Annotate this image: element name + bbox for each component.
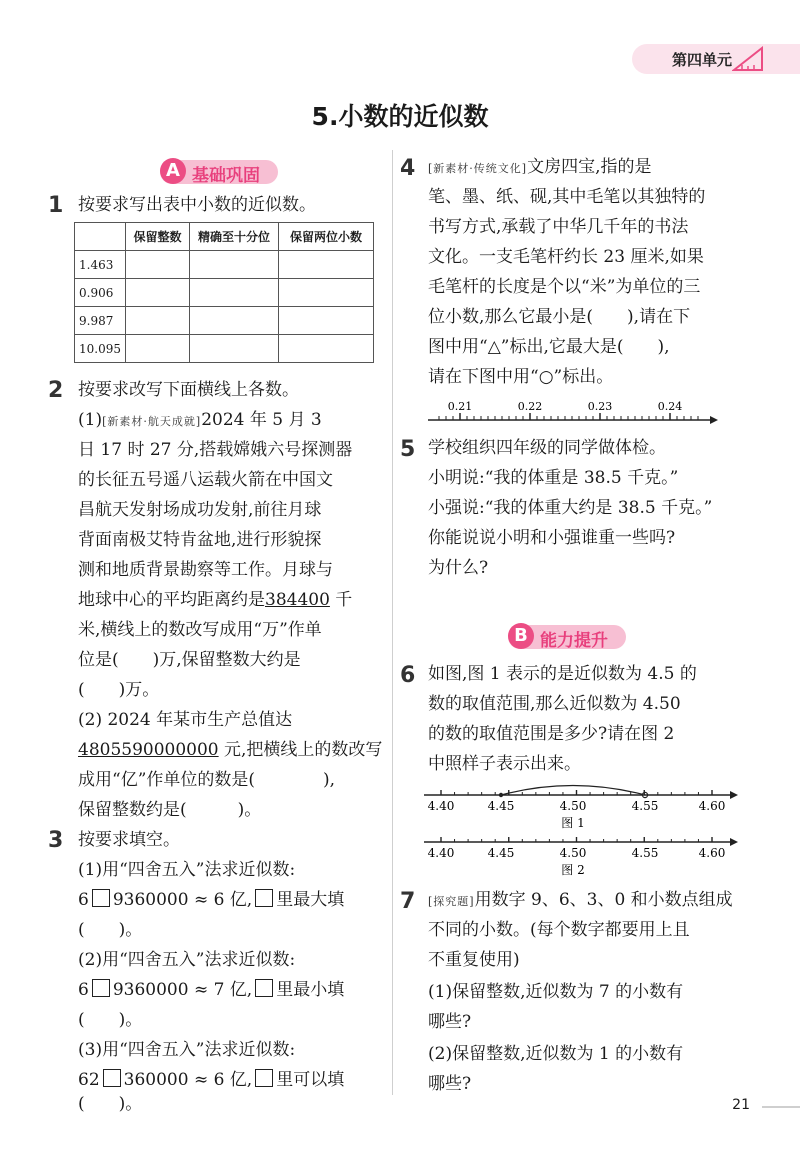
answer-cell[interactable] [126, 335, 190, 363]
q4-tag: [新素材·传统文化] [428, 162, 528, 175]
axis-label: 4.55 [631, 799, 659, 813]
q2-p2-line2b: 元,把横线上的数改写 [218, 740, 383, 760]
axis-label: 4.45 [487, 846, 515, 860]
q3-s3-pre: 62 [78, 1070, 100, 1090]
table-row [75, 279, 374, 307]
q3-s2-line3: ( )。 [78, 1010, 143, 1030]
q4-line3: 书写方式,承载了中华几千年的书法 [428, 217, 689, 237]
q3-s1-line3: ( )。 [78, 920, 143, 940]
q2-p2-line1: (2) 2024 年某市生产总值达 [78, 710, 293, 730]
q3-intro: 按要求填空。 [78, 830, 180, 850]
axis-label: 4.60 [698, 846, 726, 860]
q1-text: 按要求写出表中小数的近似数。 [78, 195, 316, 215]
blank-box[interactable] [92, 889, 110, 907]
q4-line4: 文化。一支毛笔杆约长 23 厘米,如果 [428, 247, 704, 267]
q6-number-lines [420, 780, 740, 880]
table-row [75, 251, 374, 279]
q4-line1-text: 文房四宝,指的是 [527, 157, 652, 177]
q4-line2: 笔、墨、纸、砚,其中毛笔以其独特的 [428, 187, 706, 207]
q2-p1-line4: 昌航天发射场成功发射,前往月球 [78, 500, 322, 520]
box-symbol [255, 889, 273, 907]
section-b-badge [508, 625, 626, 649]
table-row [75, 307, 374, 335]
column-divider [392, 150, 393, 1095]
axis-label: 4.40 [427, 846, 455, 860]
answer-cell[interactable] [279, 307, 374, 335]
q4-number-line [420, 394, 720, 434]
q5-line1: 学校组织四年级的同学做体检。 [428, 438, 666, 458]
q2-p2-line2 [78, 735, 382, 765]
q3-s2-line2 [78, 975, 344, 1005]
answer-cell[interactable] [126, 307, 190, 335]
answer-cell[interactable] [190, 307, 279, 335]
q2-p1-tag: [新素材·航天成就] [102, 415, 202, 428]
q3-s1-line1: (1)用“四舍五入”法求近似数: [78, 860, 296, 880]
axis-label: 0.23 [587, 400, 613, 413]
blank-box[interactable] [103, 1069, 121, 1087]
q6-line2: 数的取值范围,那么近似数为 4.50 [428, 694, 681, 714]
table-cell: 9.987 [75, 307, 126, 335]
q3-s3-end: 里可以填 [276, 1070, 345, 1090]
tick-group [441, 790, 712, 795]
q2-p1-label: (1) [78, 410, 103, 430]
q7-number: 7 [400, 889, 416, 914]
axis-label: 4.60 [698, 799, 726, 813]
q3-s2-end: 里最小填 [276, 980, 345, 1000]
q3-number: 3 [48, 828, 64, 853]
q3-s3-post: 360000 ≈ 6 亿, [123, 1070, 253, 1090]
q2-p1-line2: 日 17 时 27 分,搭载嫦娥六号探测器 [78, 440, 353, 460]
table-cell: 10.095 [75, 335, 126, 363]
axis-label: 0.21 [447, 400, 473, 413]
q2-p1-line8: 米,横线上的数改写成用“万”作单 [78, 620, 322, 640]
table-cell: 1.463 [75, 251, 126, 279]
section-b-letter: B [508, 623, 534, 649]
q5-number: 5 [400, 437, 416, 462]
box-symbol [255, 979, 273, 997]
tick-group [441, 837, 712, 842]
q3-s1-post: 9360000 ≈ 6 亿, [112, 890, 253, 910]
table-cell: 0.906 [75, 279, 126, 307]
section-a-label: 基础巩固 [192, 166, 260, 186]
axis-label: 0.22 [517, 400, 543, 413]
q2-intro: 按要求改写下面横线上各数。 [78, 380, 299, 400]
q7-line6: (2)保留整数,近似数为 1 的小数有 [428, 1044, 684, 1064]
page-number: 21 [732, 1097, 750, 1113]
q2-p1-line1 [78, 405, 322, 437]
table-row [75, 335, 374, 363]
answer-cell[interactable] [279, 335, 374, 363]
q2-p1-line6: 测和地质背景勘察等工作。月球与 [78, 560, 333, 580]
q3-s3-line1: (3)用“四舍五入”法求近似数: [78, 1040, 296, 1060]
page-number-rule [762, 1106, 800, 1108]
q2-p2-number: 4805590000000 [78, 740, 219, 760]
axis-label: 0.24 [657, 400, 683, 413]
q2-p1-line7b: 千 [329, 590, 353, 610]
section-a-badge [160, 160, 278, 184]
arrow-icon [730, 838, 738, 846]
q7-line4: (1)保留整数,近似数为 7 的小数有 [428, 982, 684, 1002]
arrow-icon [710, 416, 718, 424]
q3-s2-line1: (2)用“四舍五入”法求近似数: [78, 950, 296, 970]
axis-label: 4.50 [559, 846, 587, 860]
q2-p1-line7 [78, 585, 352, 615]
q1-table [74, 222, 374, 363]
q4-line5: 毛笔杆的长度是个以“米”为单位的三 [428, 277, 701, 297]
q7-tag: [探究题] [428, 895, 475, 908]
axis-label: 4.45 [487, 799, 515, 813]
q7-line1-text: 用数字 9、6、3、0 和小数点组成 [474, 890, 733, 910]
answer-cell[interactable] [190, 335, 279, 363]
q2-p1-number: 384400 [265, 590, 330, 610]
blank-box[interactable] [92, 979, 110, 997]
table-header-row [75, 223, 374, 251]
q4-line1 [428, 152, 652, 184]
answer-cell[interactable] [126, 251, 190, 279]
axis-label: 4.50 [559, 799, 587, 813]
q3-s3-line3: ( )。 [78, 1094, 143, 1114]
box-symbol [255, 1069, 273, 1087]
q2-p1-text: 2024 年 5 月 3 [201, 410, 322, 430]
table-header-cell [75, 223, 126, 251]
q7-line3: 不重复使用) [428, 950, 520, 970]
axis-label: 4.55 [631, 846, 659, 860]
axis-label: 4.40 [427, 799, 455, 813]
arrow-icon [730, 791, 738, 799]
q7-line2: 不同的小数。(每个数字都要用上且 [428, 920, 690, 940]
table-header-cell: 精确至十分位 [190, 223, 279, 251]
answer-cell[interactable] [126, 279, 190, 307]
table-header-cell: 保留整数 [126, 223, 190, 251]
q2-p1-line3: 的长征五号遥八运载火箭在中国文 [78, 470, 333, 490]
q2-p2-line3: 成用“亿”作单位的数是( ), [78, 770, 336, 790]
q4-line8: 请在下图中用“○”标出。 [428, 367, 614, 387]
table-header-cell: 保留两位小数 [279, 223, 374, 251]
q3-s1-end: 里最大填 [276, 890, 345, 910]
q3-s1-pre: 6 [78, 890, 89, 910]
answer-cell[interactable] [190, 251, 279, 279]
q3-s2-pre: 6 [78, 980, 89, 1000]
q2-p1-line9: 位是( )万,保留整数大约是 [78, 650, 301, 670]
section-a-letter: A [160, 158, 186, 184]
q3-s1-line2 [78, 885, 344, 915]
q2-number: 2 [48, 378, 64, 403]
q7-line1 [428, 885, 733, 917]
unit-label: 第四单元 [672, 51, 733, 69]
answer-cell[interactable] [279, 251, 374, 279]
section-b-label: 能力提升 [540, 631, 608, 651]
q6-line4: 中照样子表示出来。 [428, 754, 581, 774]
answer-cell[interactable] [279, 279, 374, 307]
figure-1-caption: 图 1 [561, 816, 585, 830]
q4-line6: 位小数,那么它最小是( ),请在下 [428, 307, 691, 327]
q2-p1-line5: 背面南极艾特肯盆地,进行形貌探 [78, 530, 322, 550]
q1-number: 1 [48, 193, 64, 218]
q3-s2-post: 9360000 ≈ 7 亿, [112, 980, 253, 1000]
q2-p1-line10: ( )万。 [78, 680, 160, 700]
q5-line3: 小强说:“我的体重大约是 38.5 千克。” [428, 498, 713, 518]
q6-number: 6 [400, 663, 416, 688]
q6-line3: 的数的取值范围是多少?请在图 2 [428, 724, 675, 744]
unit-tab [632, 44, 800, 74]
ruler-triangle-icon [732, 46, 766, 72]
q5-line2: 小明说:“我的体重是 38.5 千克。” [428, 468, 679, 488]
page-title: 5.小数的近似数 [311, 102, 489, 131]
q2-p2-line4: 保留整数约是( )。 [78, 800, 262, 820]
q4-line7: 图中用“△”标出,它最大是( ), [428, 337, 670, 357]
q7-line7: 哪些? [428, 1074, 472, 1094]
q6-line1: 如图,图 1 表示的是近似数为 4.5 的 [428, 664, 697, 684]
figure-2-caption: 图 2 [561, 863, 585, 877]
q4-number: 4 [400, 156, 416, 181]
q7-line5: 哪些? [428, 1012, 472, 1032]
answer-cell[interactable] [190, 279, 279, 307]
tick-group [439, 413, 698, 420]
q2-p1-line7a: 地球中心的平均距离约是 [78, 590, 265, 610]
q5-line5: 为什么? [428, 558, 489, 578]
q5-line4: 你能说说小明和小强谁重一些吗? [428, 528, 676, 548]
q3-s3-line2 [78, 1065, 344, 1095]
